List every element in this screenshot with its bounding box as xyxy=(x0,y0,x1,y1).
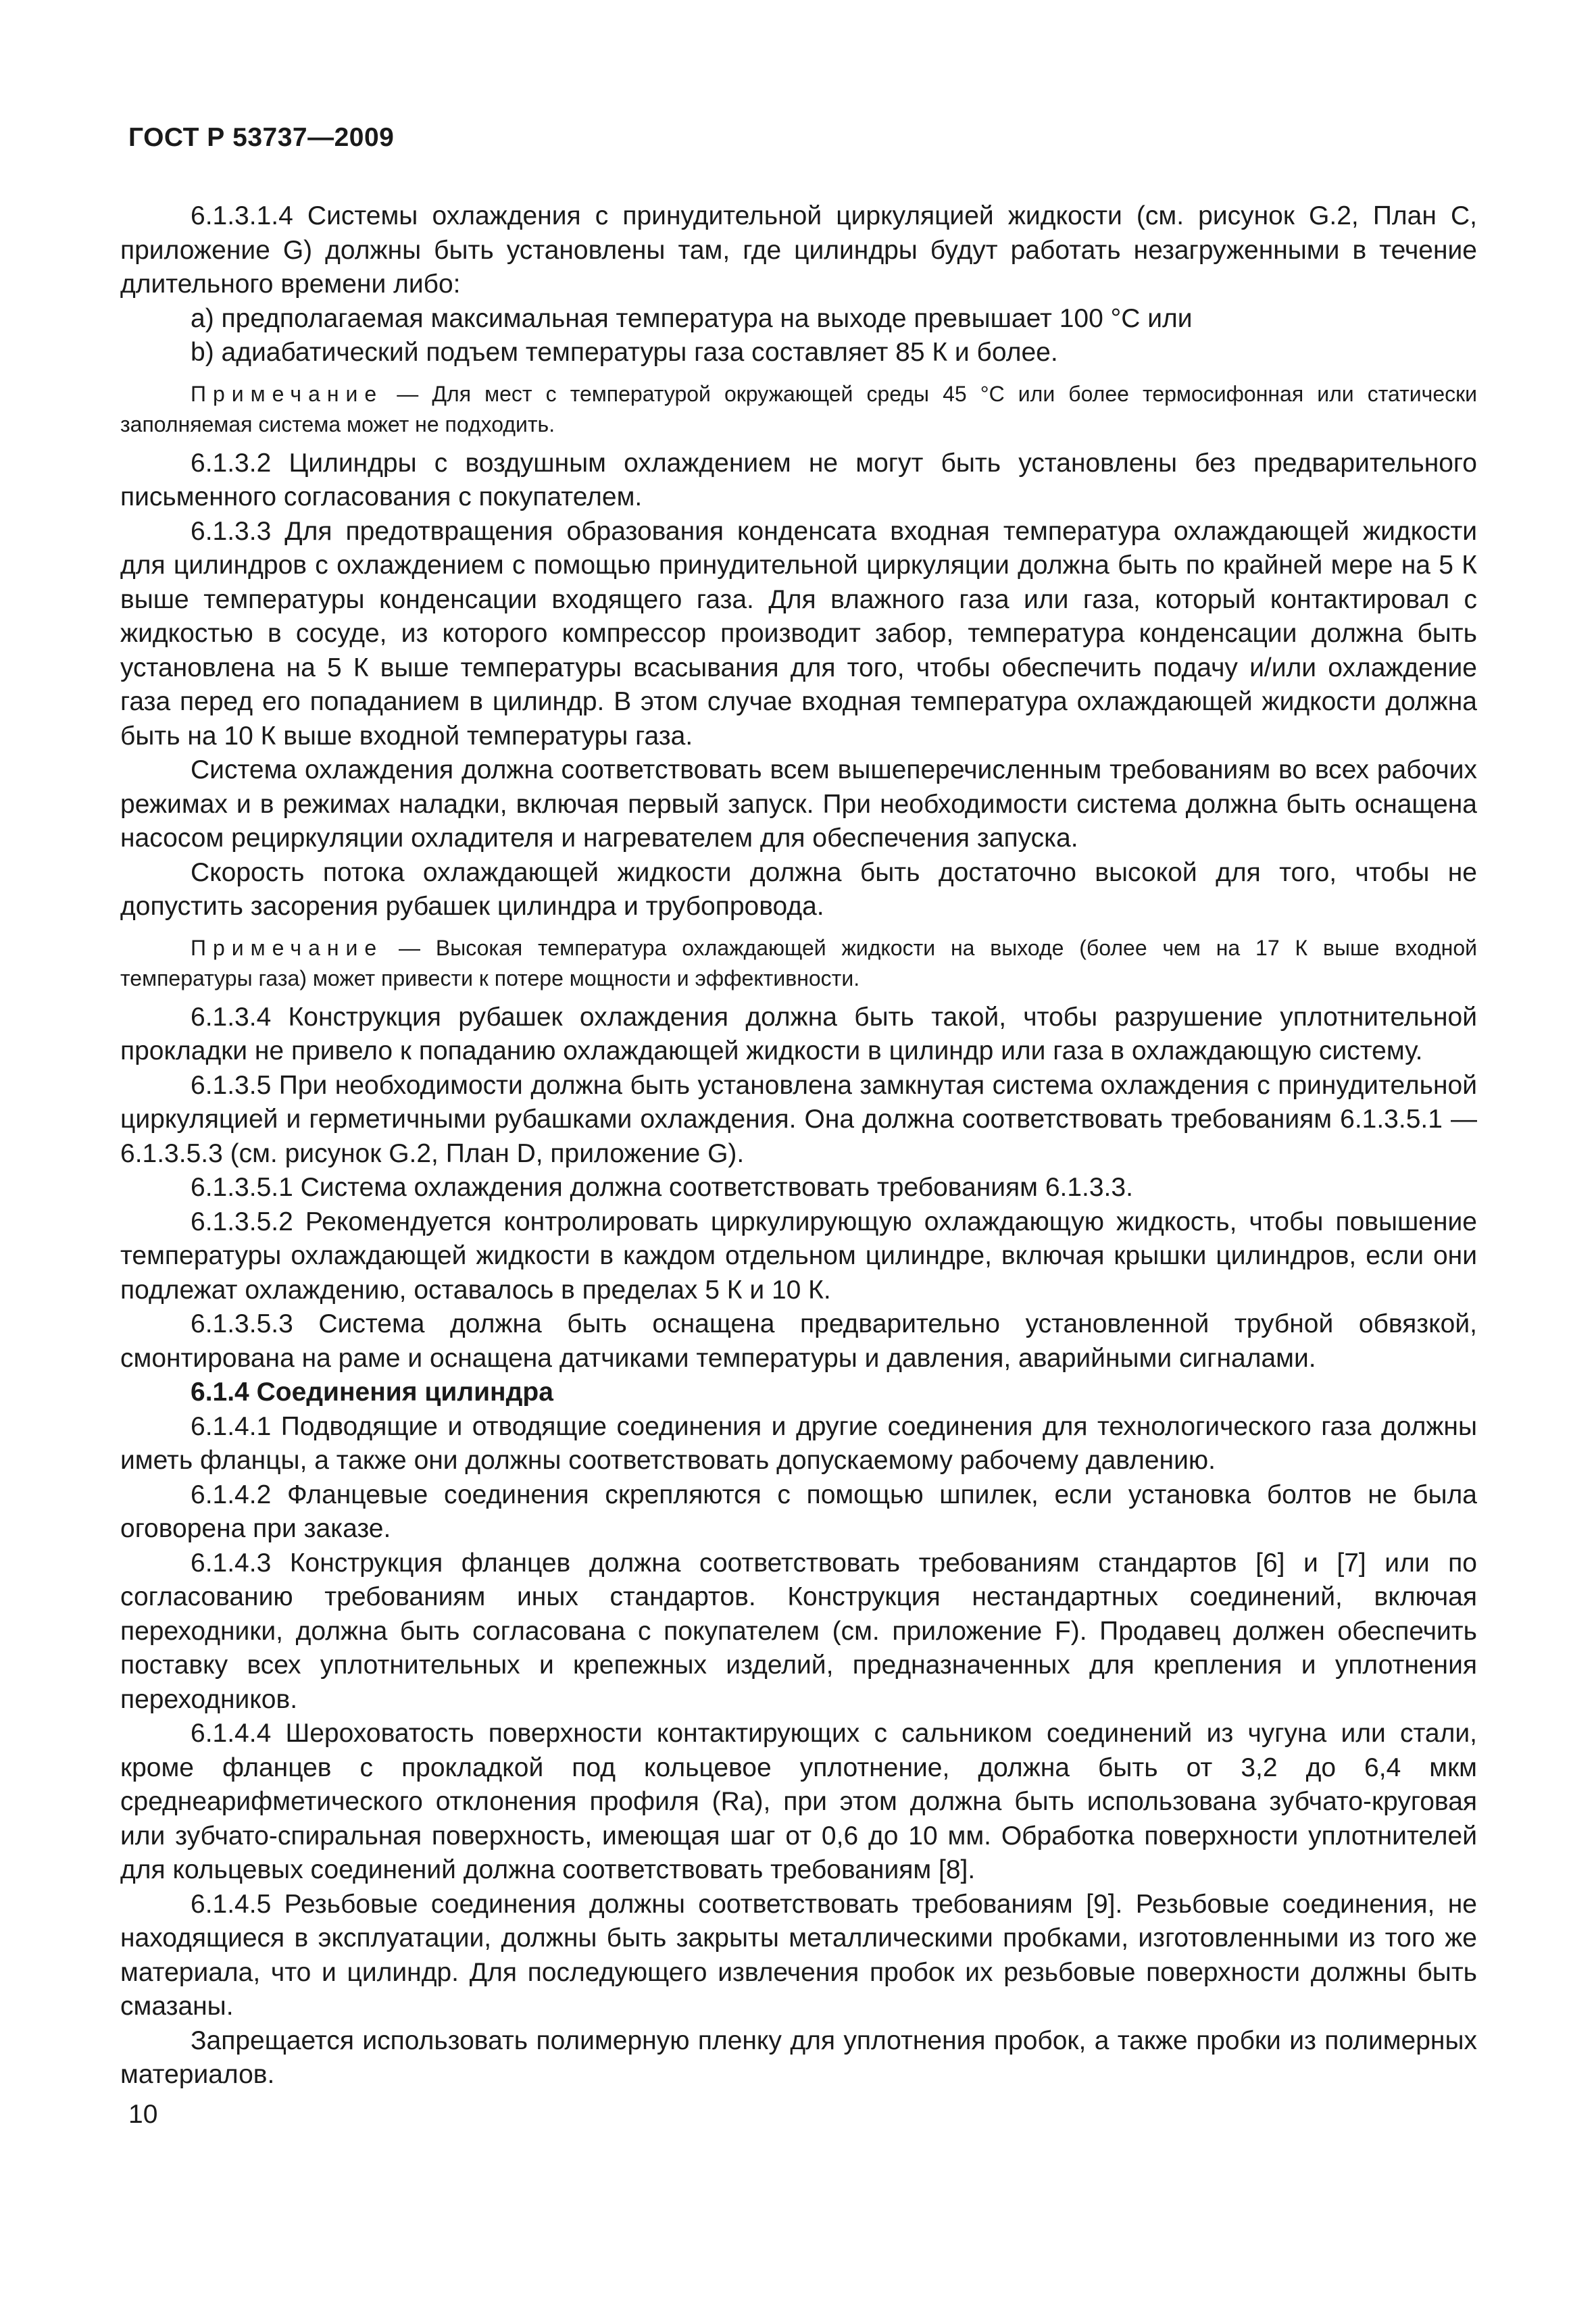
page-number: 10 xyxy=(128,2100,158,2129)
paragraph-6-1-4-1: 6.1.4.1 Подводящие и отводящие соединения и другие соединения для технологического газа должны иметь фланцы, а также они должны соответствовать допускаемому рабочему давлению. xyxy=(120,1411,1477,1475)
list-item-b: b) адиабатический подъем температуры газа составляет 85 К и более. xyxy=(191,338,1058,367)
note-label: Примечание xyxy=(191,935,384,960)
paragraph-6-1-3-3: 6.1.3.3 Для предотвращения образования конденсата входная температура охлаждающей жидкости для цилиндров с охлаждением с помощью принудительной циркуляции должна быть по крайней мере на 5 К выше температуры конденсации входящего газа. Для влажного газа или газа, который контактировал с жидкостью в сосуде, из которого компрессор производит забор, температура конденсации должна быть установлена на 5 К выше температуры всасывания для того, чтобы обеспечить подачу и/или охлаждение газа перед его попаданием в цилиндр. В этом случае входная температура охлаждающей жидкости должна быть на 10 К выше входной температуры газа. xyxy=(120,516,1477,751)
page-body xyxy=(120,199,1477,2092)
note-label: Примечание xyxy=(191,381,384,406)
paragraph-6-1-3-1-4: 6.1.3.1.4 Системы охлаждения с принудительной циркуляцией жидкости (см. рисунок G.2, План C, приложение G) должны быть установлены там, где цилиндры будут работать незагруженными в течение длительного времени либо: xyxy=(120,201,1477,299)
paragraph-6-1-4-3: 6.1.4.3 Конструкция фланцев должна соответствовать требованиям стандартов [6] и [7] или по согласованию требованиям иных стандартов. Конструкция нестандартных соединений, включая переходники, должна быть согласована с покупателем (см. приложение F). Продавец должен обеспечить поставку всех уплотнительных и крепежных изделий, предназначенных для крепления и уплотнения переходников. xyxy=(120,1548,1477,1714)
paragraph-6-1-3-5: 6.1.3.5 При необходимости должна быть установлена замкнутая система охлаждения с принудительной циркуляцией и герметичными рубашками охлаждения. Она должна соответствовать требованиям 6.1.3.5.1 — 6.1.3.5.3 (см. рисунок G.2, План D, приложение G). xyxy=(120,1070,1477,1168)
paragraph-cooling-system: Система охлаждения должна соответствовать всем вышеперечисленным требованиям во всех рабочих режимах и в режимах наладки, включая первый запуск. При необходимости система должна быть оснащена насосом рециркуляции охладителя и нагревателем для обеспечения запуска. xyxy=(120,755,1477,853)
paragraph-prohibition: Запрещается использовать полимерную пленку для уплотнения пробок, а также пробки из полимерных материалов. xyxy=(120,2026,1477,2089)
paragraph-flow-rate: Скорость потока охлаждающей жидкости должна быть достаточно высокой для того, чтобы не допустить засорения рубашек цилиндра и трубопровода. xyxy=(120,857,1477,921)
paragraph-6-1-4-2: 6.1.4.2 Фланцевые соединения скрепляются с помощью шпилек, если установка болтов не была оговорена при заказе. xyxy=(120,1480,1477,1543)
note-1 xyxy=(120,379,1477,440)
note-text: — Для мест с температурой окружающей среды 45 °C или более термосифонная или статически заполняемая система может не подходить. xyxy=(120,381,1477,436)
section-heading-6-1-4: 6.1.4 Соединения цилиндра xyxy=(191,1378,553,1407)
paragraph-6-1-3-2: 6.1.3.2 Цилиндры с воздушным охлаждением не могут быть установлены без предварительного письменного согласования с покупателем. xyxy=(120,448,1477,511)
paragraph-6-1-3-5-3: 6.1.3.5.3 Система должна быть оснащена предварительно установленной трубной обвязкой, смонтирована на раме и оснащена датчиками температуры и давления, аварийными сигналами. xyxy=(120,1309,1477,1373)
document-header: ГОСТ Р 53737—2009 xyxy=(128,123,395,152)
paragraph-6-1-4-5: 6.1.4.5 Резьбовые соединения должны соответствовать требованиям [9]. Резьбовые соединения, не находящиеся в эксплуатации, должны быть закрыты металлическими пробками, изготовленными из того же материала, что и цилиндр. Для последующего извлечения пробок их резьбовые поверхности должны быть смазаны. xyxy=(120,1889,1477,2021)
list-item-a: a) предполагаемая максимальная температура на выходе превышает 100 °C или xyxy=(191,303,1193,333)
paragraph-6-1-4-4: 6.1.4.4 Шероховатость поверхности контактирующих с сальником соединений из чугуна или стали, кроме фланцев с прокладкой под кольцевое уплотнение, должна быть от 3,2 до 6,4 мкм среднеарифметического отклонения профиля (Ra), при этом должна быть использована зубчато-круговая или зубчато-спиральная поверхность, имеющая шаг от 0,6 до 10 мм. Обработка поверхности уплотнителей для кольцевых соединений должна соответствовать требованиям [8]. xyxy=(120,1719,1477,1884)
paragraph-6-1-3-5-2: 6.1.3.5.2 Рекомендуется контролировать циркулирующую охлаждающую жидкость, чтобы повышение температуры охлаждающей жидкости в каждом отдельном цилиндре, включая крышки цилиндров, если они подлежат охлаждению, оставалось в пределах 5 К и 10 К. xyxy=(120,1207,1477,1305)
note-text: — Высокая температура охлаждающей жидкости на выходе (более чем на 17 К выше входной температуры газа) может привести к потере мощности и эффективности. xyxy=(120,935,1477,990)
paragraph-6-1-3-4: 6.1.3.4 Конструкция рубашек охлаждения должна быть такой, чтобы разрушение уплотнительной прокладки не привело к попаданию охлаждающей жидкости в цилиндр или газа в охлаждающую систему. xyxy=(120,1002,1477,1065)
paragraph-6-1-3-5-1: 6.1.3.5.1 Система охлаждения должна соответствовать требованиям 6.1.3.3. xyxy=(191,1173,1133,1202)
note-2 xyxy=(120,933,1477,994)
